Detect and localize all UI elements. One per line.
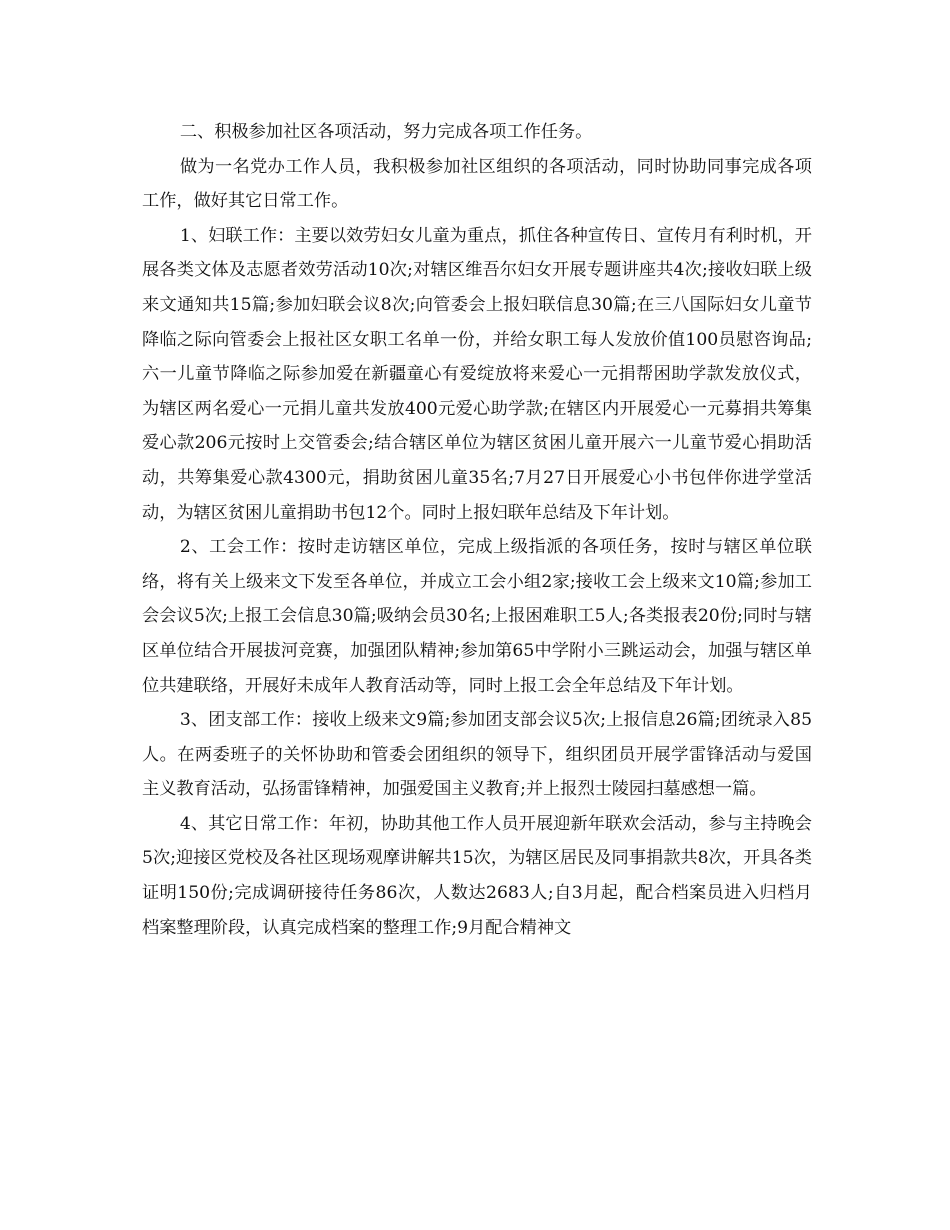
intro-paragraph: 做为一名党办工作人员，我积极参加社区组织的各项活动，同时协助同事完成各项工作，做好其它日常工作。: [142, 156, 812, 212]
trade-union-paragraph: 2、工会工作：按时走访辖区单位，完成上级指派的各项任务，按时与辖区单位联络，将有关上级来文下发至各单位，并成立工会小组2家;接收工会上级来文10篇;参加工会会议5次;上报工会信息30篇;吸纳会员30名;上报困难职工5人;各类报表20份;同时与辖区单位结合开展拔河竞赛，加强团队精神;参加第65中学附小三跳运动会，加强与辖区单位共建联络，开展好未成年人教育活动等，同时上报工会全年总结及下年计划。: [142, 537, 812, 696]
section-heading: 二、积极参加社区各项活动，努力完成各项工作任务。: [179, 122, 593, 142]
document-body: [142, 115, 812, 945]
youth-league-paragraph: 3、团支部工作：接收上级来文9篇;参加团支部会议5次;上报信息26篇;团统录入85人。在两委班子的关怀协助和管委会团组织的领导下，组织团员开展学雷锋活动与爱国主义教育活动，弘扬雷锋精神，加强爱国主义教育;并上报烈士陵园扫墓感想一篇。: [142, 710, 812, 800]
daily-work-paragraph: 4、其它日常工作：年初，协助其他工作人员开展迎新年联欢会活动，参与主持晚会5次;迎接区党校及各社区现场观摩讲解共15次，为辖区居民及同事捐款共8次，开具各类证明150份;完成调研接待任务86次，人数达2683人;自3月起，配合档案员进入归档月档案整理阶段，认真完成档案的整理工作;9月配合精神文: [142, 813, 812, 938]
womens-federation-paragraph: 1、妇联工作：主要以效劳妇女儿童为重点，抓住各种宣传日、宣传月有利时机，开展各类文体及志愿者效劳活动10次;对辖区维吾尔妇女开展专题讲座共4次;接收妇联上级来文通知共15篇;参加妇联会议8次;向管委会上报妇联信息30篇;在三八国际妇女儿童节降临之际向管委会上报社区女职工名单一份，并给女职工每人发放价值100员慰咨询品;六一儿童节降临之际参加爱在新疆童心有爱绽放将来爱心一元捐帮困助学款发放仪式，为辖区两名爱心一元捐儿童共发放400元爱心助学款;在辖区内开展爱心一元募捐共筹集爱心款206元按时上交管委会;结合辖区单位为辖区贫困儿童开展六一儿童节爱心捐助活动，共筹集爱心款4300元，捐助贫困儿童35名;7月27日开展爱心小书包伴你进学堂活动，为辖区贫困儿童捐助书包12个。同时上报妇联年总结及下年计划。: [142, 225, 812, 523]
